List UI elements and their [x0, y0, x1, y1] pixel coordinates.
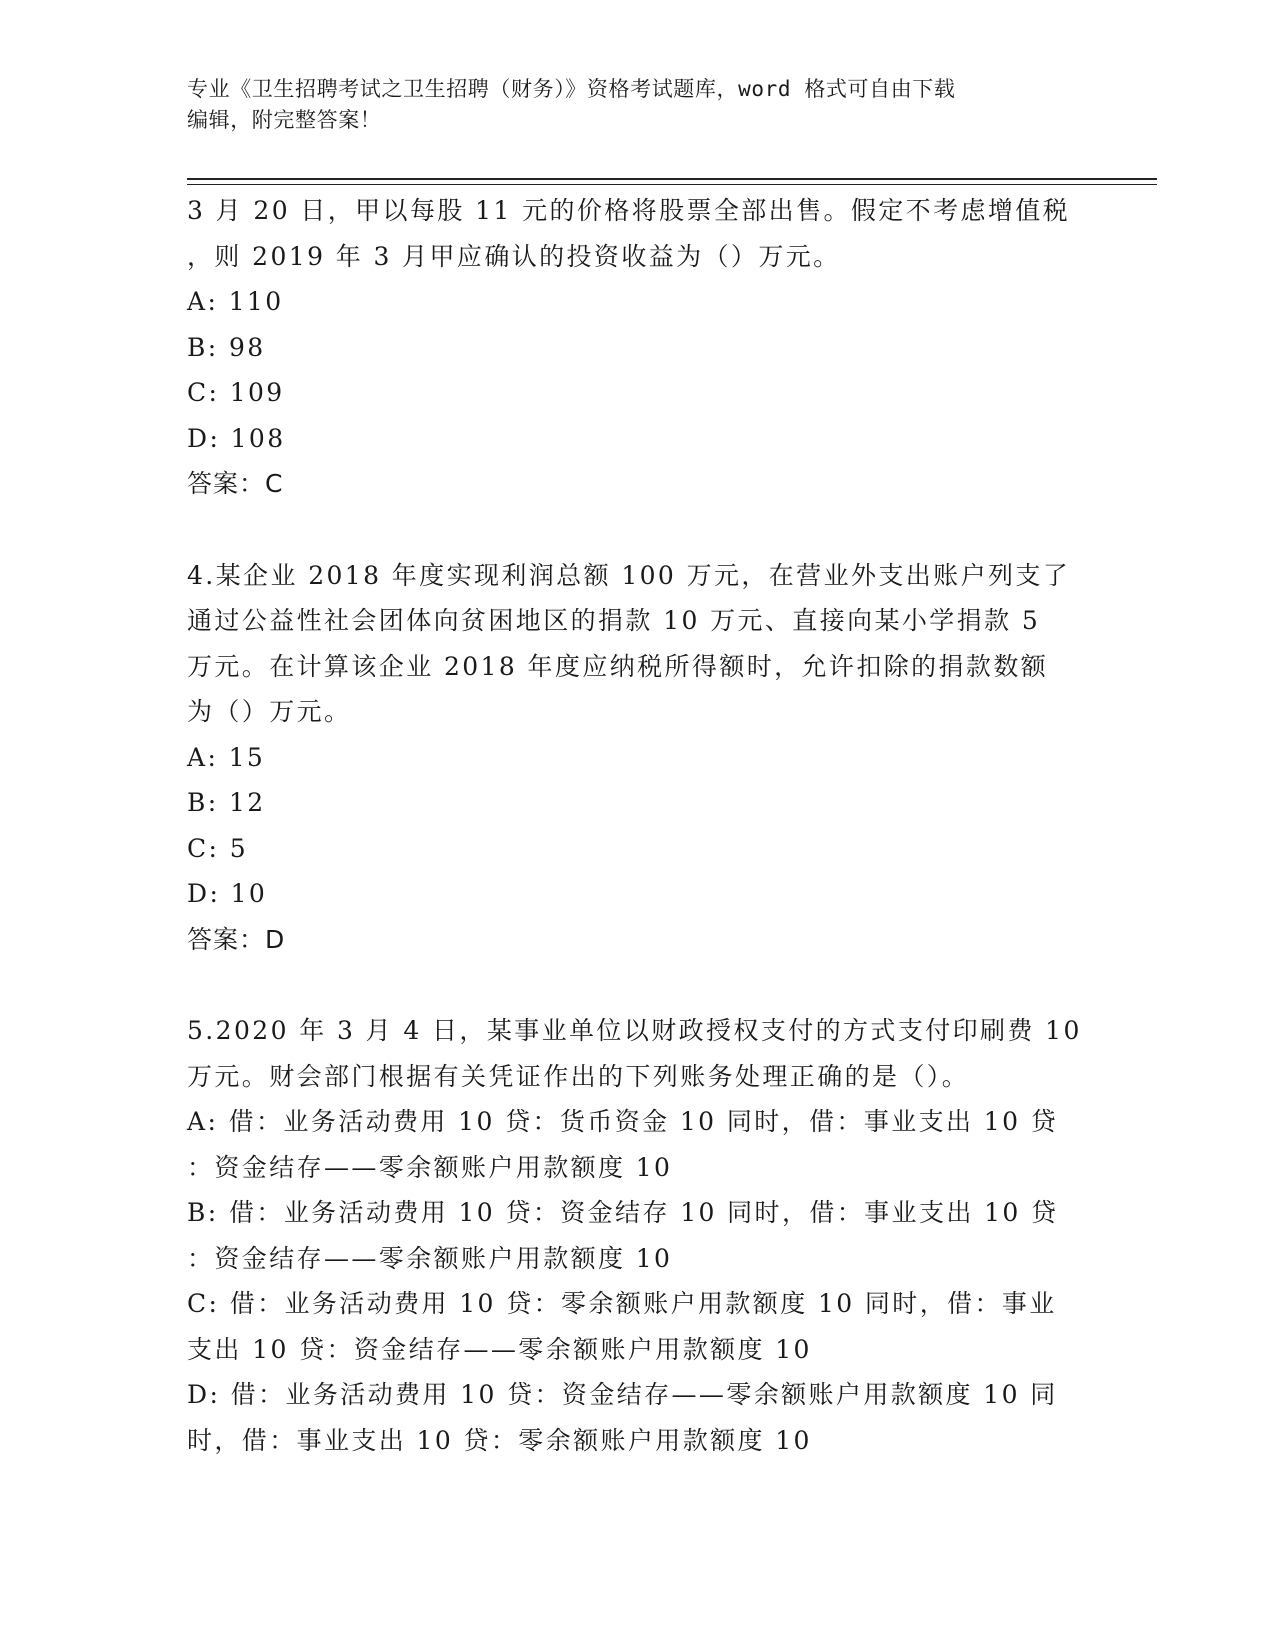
question-stem-line: 3 月 20 日，甲以每股 11 元的价格将股票全部出售。假定不考虑增值税	[187, 196, 1071, 225]
question-4	[187, 553, 1087, 963]
question-spacer	[187, 962, 1087, 1008]
answer-line: 答案：D	[187, 924, 286, 954]
option-b: B: 12	[187, 788, 266, 817]
option-c: C: 109	[187, 378, 285, 407]
answer-line: 答案：C	[187, 469, 284, 498]
header-line-1: 专业《卫生招聘考试之卫生招聘（财务）》资格考试题库，word 格式可自由下载	[187, 77, 956, 101]
question-stem-line: 5.2020 年 3 月 4 日，某事业单位以财政授权支付的方式支付印刷费 10	[187, 1016, 1082, 1045]
question-list	[187, 188, 1087, 1463]
option-a: A: 借：业务活动费用 10 贷：货币资金 10 同时，借：事业支出 10 贷	[187, 1107, 1059, 1136]
option-b: B: 借：业务活动费用 10 贷：资金结存 10 同时，借：事业支出 10 贷	[187, 1198, 1059, 1227]
question-spacer	[187, 507, 1087, 553]
question-stem-line: 4.某企业 2018 年度实现利润总额 100 万元，在营业外支出账户列支了	[187, 560, 1071, 590]
header-divider-thick	[187, 178, 1157, 180]
option-a: A: 15	[187, 742, 266, 772]
option-b: B: 98	[187, 332, 266, 362]
option-d: D: 10	[187, 879, 268, 908]
option-c-continued: 支出 10 贷：资金结存——零余额账户用款额度 10	[187, 1334, 812, 1364]
question-stem-line: 万元。财会部门根据有关凭证作出的下列账务处理正确的是（）。	[187, 1061, 970, 1091]
question-3	[187, 188, 1087, 507]
document-header	[187, 74, 1067, 136]
question-5	[187, 1008, 1087, 1463]
question-stem-line: ，则 2019 年 3 月甲应确认的投资收益为（）万元。	[187, 241, 841, 271]
option-d: D: 借：业务活动费用 10 贷：资金结存——零余额账户用款额度 10 同	[187, 1380, 1058, 1409]
header-divider-thin	[187, 184, 1157, 185]
header-line-2: 编辑，附完整答案！	[187, 108, 382, 132]
option-a-continued: ：资金结存——零余额账户用款额度 10	[187, 1152, 673, 1182]
option-c: C: 借：业务活动费用 10 贷：零余额账户用款额度 10 同时，借：事业	[187, 1289, 1057, 1318]
option-a: A: 110	[187, 287, 284, 316]
option-b-continued: ：资金结存——零余额账户用款额度 10	[187, 1243, 673, 1273]
question-stem-line: 通过公益性社会团体向贫困地区的捐款 10 万元、直接向某小学捐款 5	[187, 606, 1041, 635]
option-d: D: 108	[187, 423, 286, 453]
option-d-continued: 时，借：事业支出 10 贷：零余额账户用款额度 10	[187, 1425, 812, 1455]
question-stem-line: 为（）万元。	[187, 697, 352, 726]
option-c: C: 5	[187, 833, 249, 863]
question-stem-line: 万元。在计算该企业 2018 年度应纳税所得额时，允许扣除的捐款数额	[187, 651, 1049, 681]
